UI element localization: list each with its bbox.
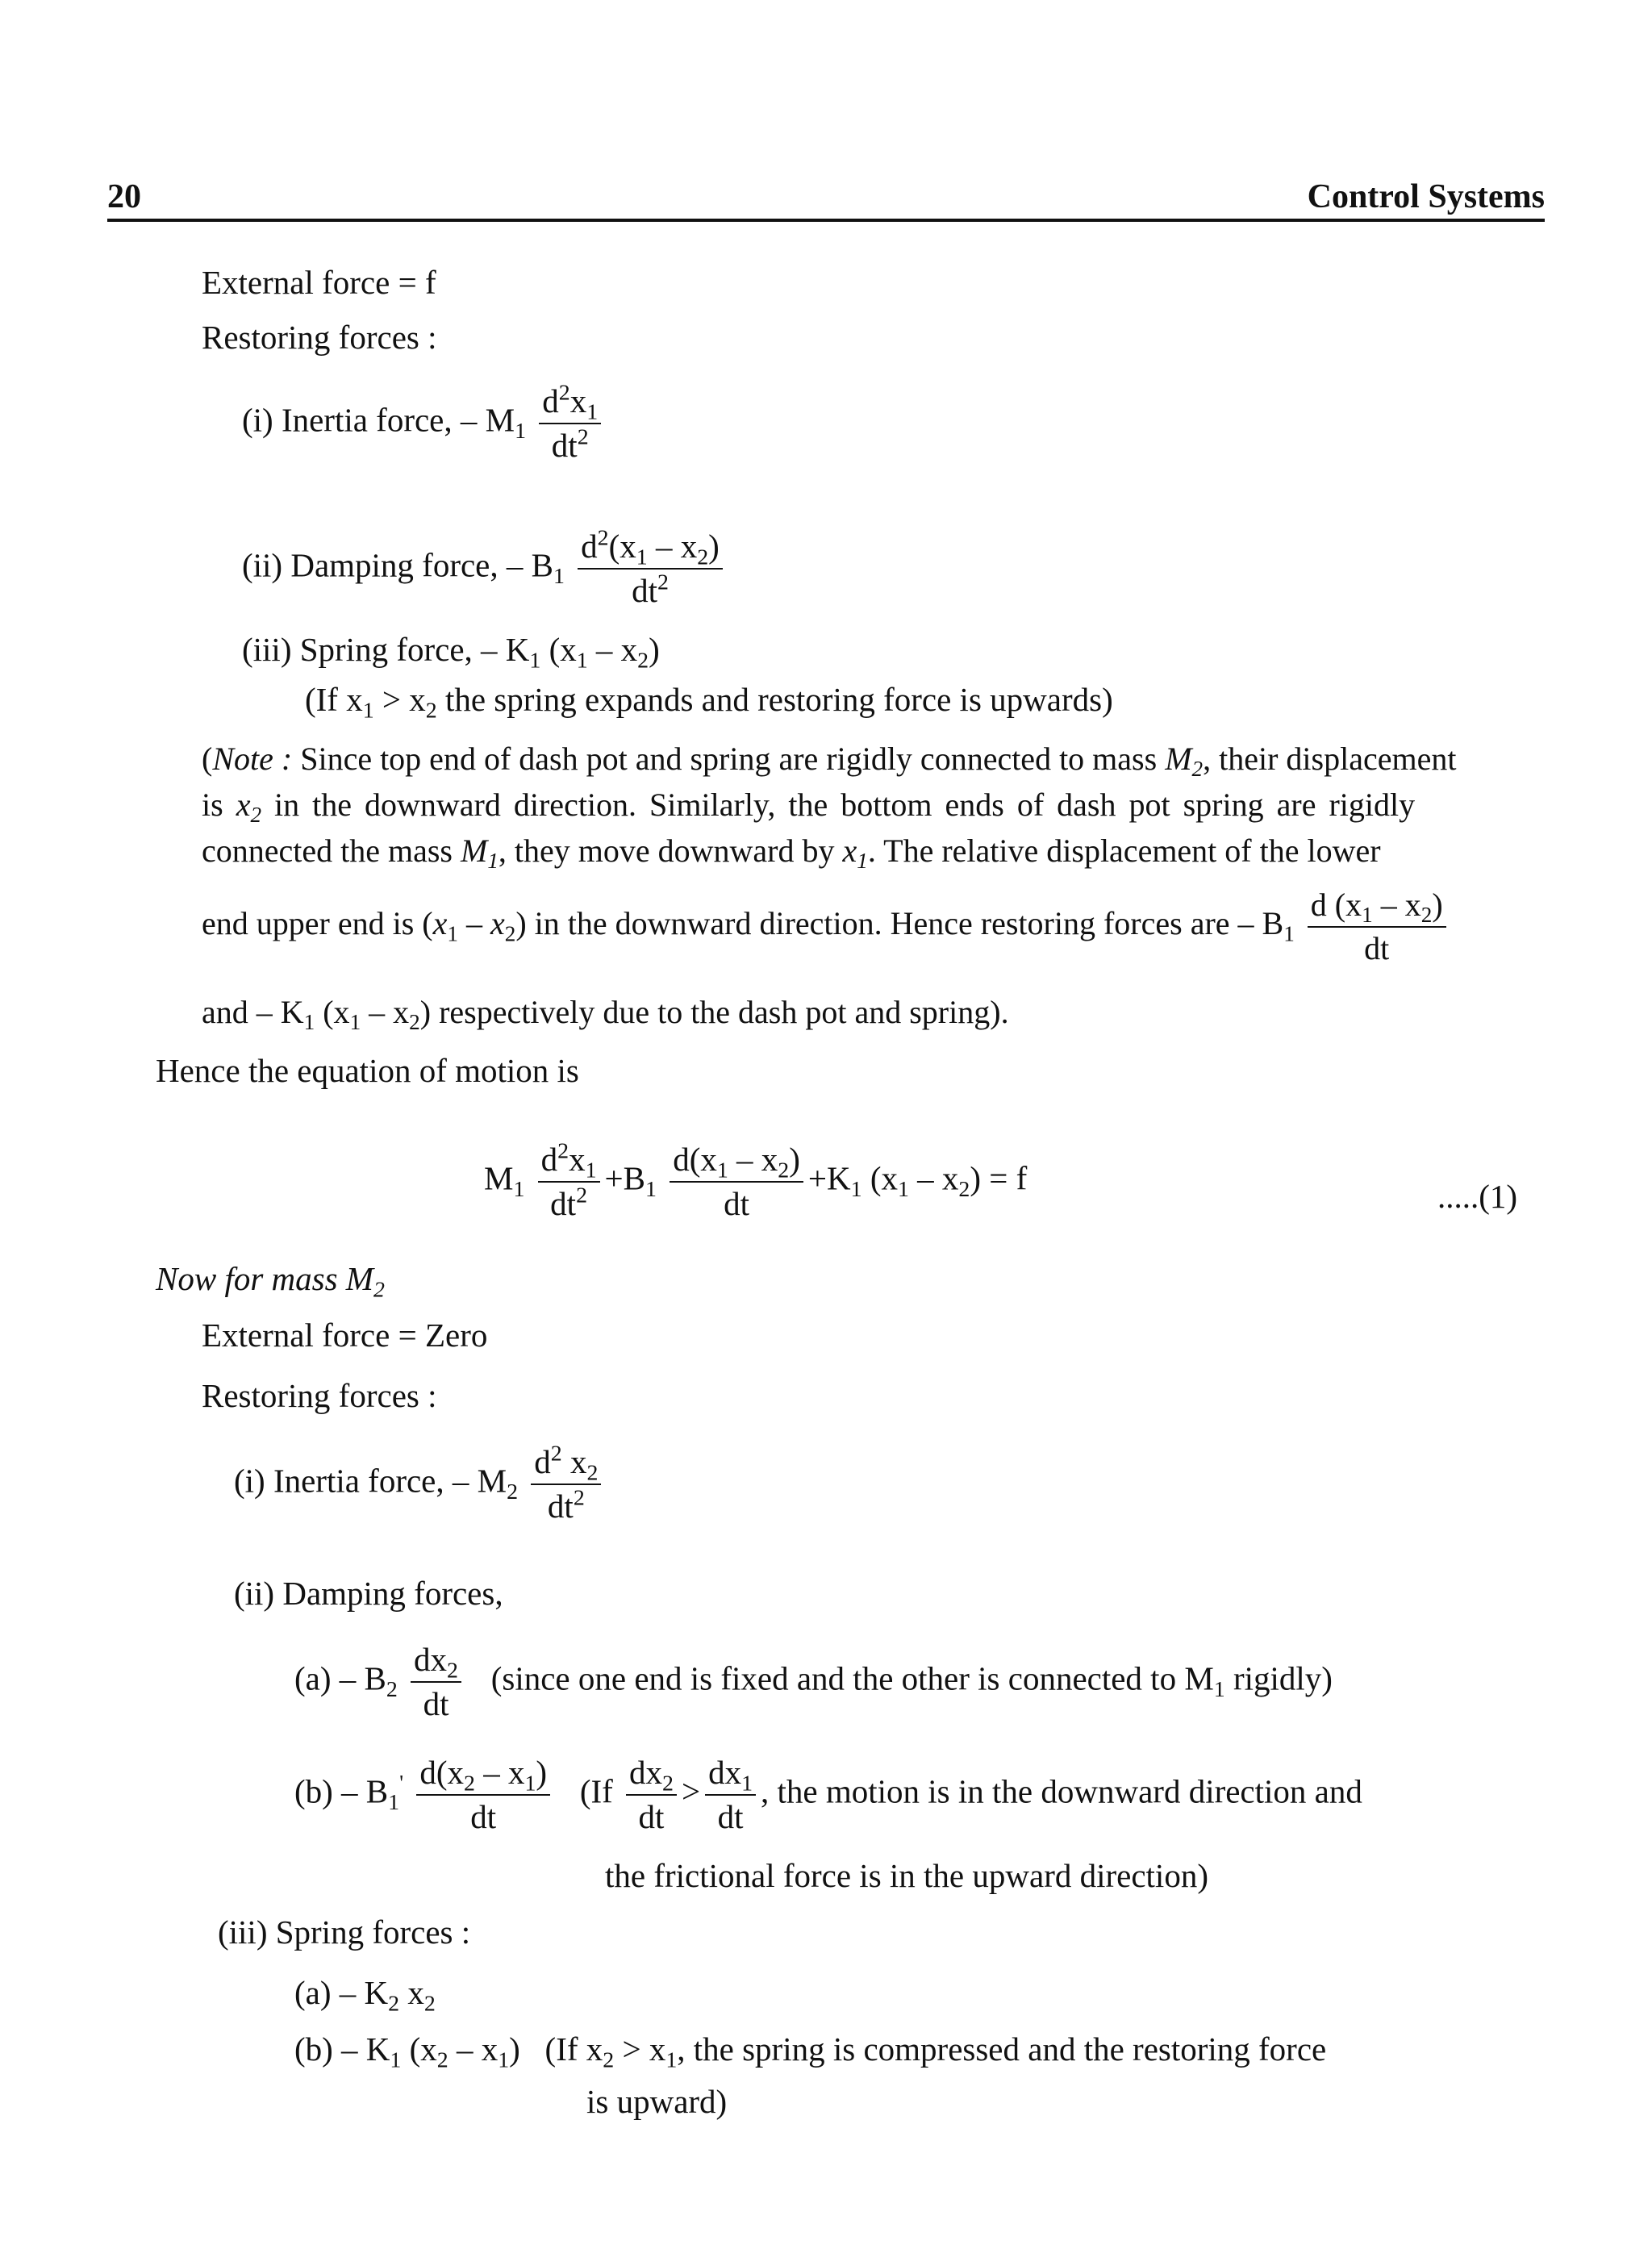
inertia-fraction: $\frac{d^2x_1}{dt^2}$ [539, 383, 601, 464]
header-rule [107, 219, 1545, 222]
note-text-2: in the downward direction. Similarly, the bottom ends of dash pot spring are rigidly [274, 787, 1416, 823]
note-text-3-end: . The relative displacement of the lower [867, 833, 1381, 869]
running-header-title: Control Systems [1307, 178, 1545, 215]
note-text-2-start: is [202, 787, 223, 823]
equation-of-motion-1: $M_1$ $\frac{d^2x_1}{dt^2}$ $+B_1$ $\frac{d(x_1 - x_2)}{dt}$ $+K_1$ $(x_1 - x_2) = f$ [484, 1138, 1028, 1223]
mass2-damping-heading: (ii) Damping forces, [234, 1575, 503, 1612]
spring-b-note-end: , the spring is compressed and the restoring force [677, 2030, 1327, 2068]
note-line-1: (Note : Since top end of dash pot and spring are rigidly connected to mass $M_2$, their displacement [202, 741, 1457, 782]
mass2-spring-heading: (iii) Spring forces : [218, 1913, 471, 1951]
spring-condition-line: (If $x_1 > x_2$ the spring expands and restoring force is upwards) [305, 681, 1113, 724]
note-line-2: is $x_2$ in the downward direction. Similarly, the bottom ends of dash pot spring are rigidly [202, 787, 1416, 828]
mass2-spring-a-line: $(a) - K_2$ $x_2$ [294, 1974, 436, 2017]
note-text-3-start: connected the mass [202, 833, 453, 869]
spring-force-line: (iii) Spring force, – $K_1$ $(x_1 - x_2)$ [242, 631, 660, 674]
equation-number: .....(1) [1437, 1178, 1518, 1215]
mass2-spring-b-line2: is upward) [586, 2083, 728, 2120]
page-number: 20 [107, 178, 141, 215]
note-label: Note : [212, 741, 293, 777]
mass2-external-force: External force = Zero [202, 1317, 488, 1354]
note-text-4-end: in the downward direction. Hence restoring forces are – B [534, 905, 1284, 942]
damping-force-label: (ii) Damping force, – B [242, 546, 553, 584]
restoring-forces-heading: Restoring forces : [202, 319, 437, 356]
external-force-line: External force = f [202, 264, 436, 301]
damping-b-note-end: , the motion is in the downward direction and [761, 1772, 1362, 1810]
mass2-inertia-force-line: (i) Inertia force, – $M_2$ $\frac{d^2 x_2}{dt^2}$ [234, 1444, 606, 1525]
note-text-5-end: respectively due to the dash pot and spring). [439, 994, 1009, 1030]
mass2-spring-b-line: $(b) - K_1$ $(x_2 - x_1)$ (If $x_2 > x_1$, the spring is compressed and the restoring force [294, 2030, 1327, 2073]
mass2-heading: Now for mass $M_2$ [156, 1260, 385, 1303]
mass2-damping-b-line: $(b) - B_1'$ $\frac{d(x_2 - x_1)}{dt}$ (If $\frac{dx_2}{dt}$ > $\frac{dx_1}{dt}$ , the motion is in the downward direction and [294, 1754, 1362, 1836]
mass2-damping-b-line2: the frictional force is in the upward direction) [605, 1857, 1208, 1894]
spring-condition-text: the spring expands and restoring force is upwards) [444, 681, 1113, 718]
spring-force-label: (iii) Spring force, – K [242, 631, 530, 668]
note-damping-fraction: $\frac{d (x_1 - x_2)}{dt}$ [1308, 887, 1446, 966]
mass2-restoring-forces: Restoring forces : [202, 1377, 437, 1414]
note-line-5: and – $K_1$ $(x_1 - x_2)$ respectively due to the dash pot and spring). [202, 994, 1009, 1035]
note-text-1-end: , their displacement [1203, 741, 1457, 777]
note-text-1: Since top end of dash pot and spring are rigidly connected to mass [300, 741, 1158, 777]
inertia-force-line: (i) Inertia force, – $M_1$ $\frac{d^2x_1}{dt^2}$ [242, 383, 606, 464]
note-line-3: connected the mass $M_1$, they move downward by $x_1$. The relative displacement of the lower [202, 833, 1381, 874]
note-text-4-start: end upper end is [202, 905, 415, 942]
damping-force-line: (ii) Damping force, – $B_1$ $\frac{d^2(x_1 - x_2)}{dt^2}$ [242, 528, 728, 609]
inertia-force-label: (i) Inertia force, – M [242, 401, 515, 439]
equation-intro: Hence the equation of motion is [156, 1052, 579, 1089]
note-text-3-mid: , they move downward by [498, 833, 835, 869]
mass2-inertia-label: (i) Inertia force, – M [234, 1462, 507, 1500]
mass2-damping-a-line: $(a) - B_2$ $\frac{dx_2}{dt}$ (since one end is fixed and the other is connected to $M_1$ rigidly) [294, 1641, 1333, 1723]
damping-a-note-end: rigidly) [1224, 1659, 1333, 1697]
note-line-4: end upper end is $(x_1 - x_2)$ in the downward direction. Hence restoring forces are – $B_1$ $\frac{d (x_1 - x_2)}{dt}$ [202, 887, 1451, 966]
damping-a-note: (since one end is fixed and the other is connected to M [490, 1659, 1214, 1697]
damping-fraction: $\frac{d^2(x_1 - x_2)}{dt^2}$ [578, 528, 723, 609]
mass2-heading-text: Now for mass M [156, 1260, 373, 1297]
